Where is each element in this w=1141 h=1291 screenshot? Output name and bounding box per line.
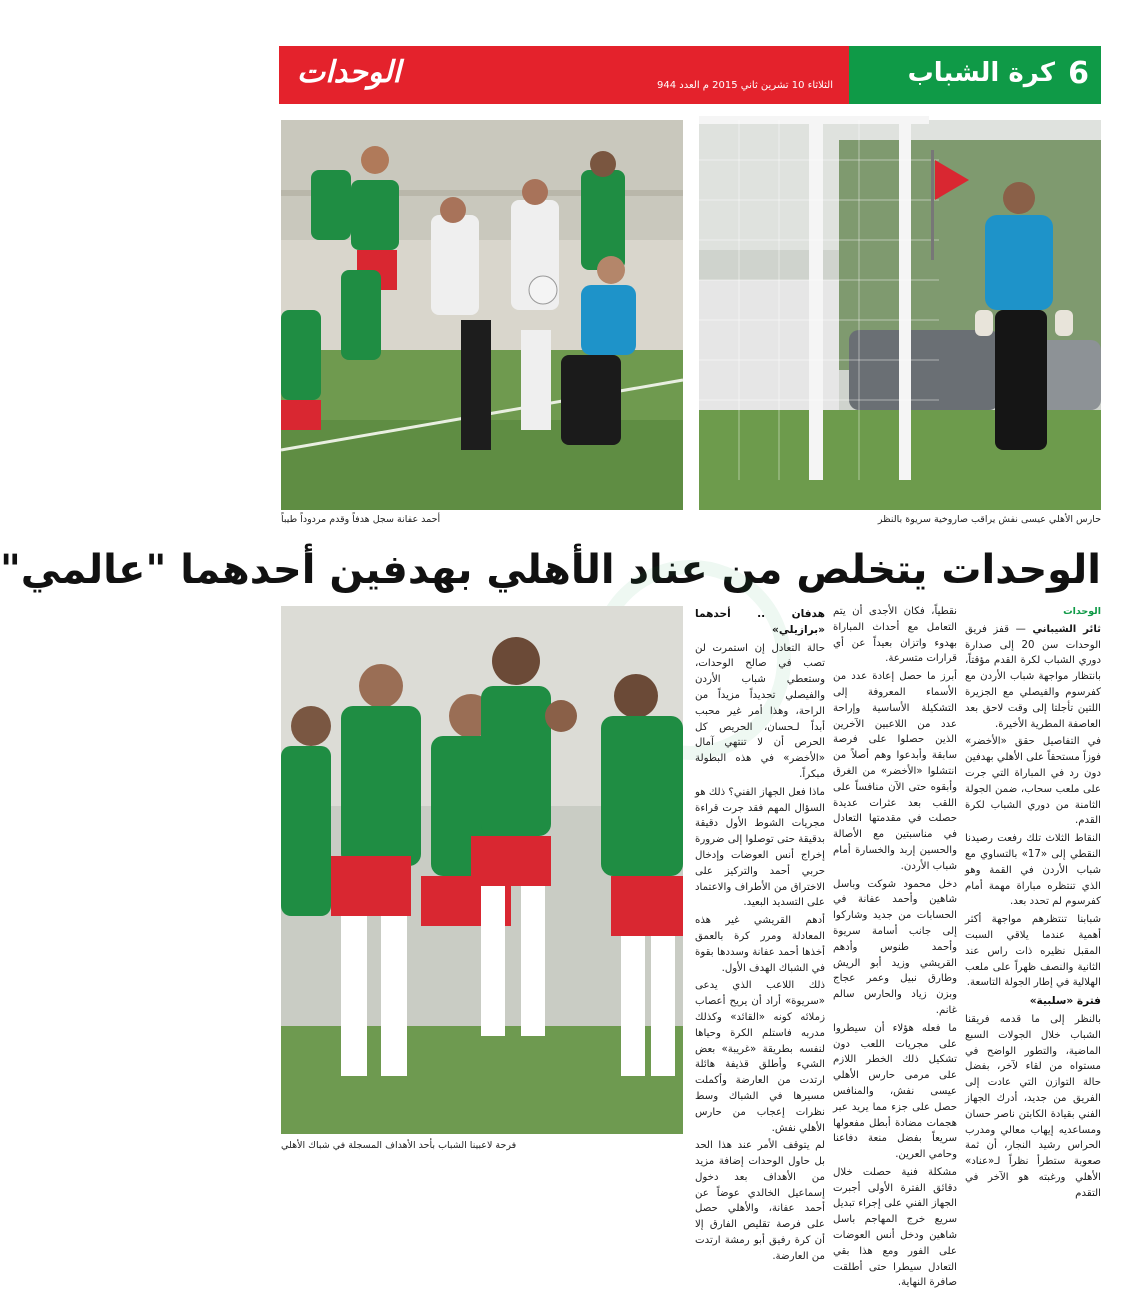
club-banner bbox=[279, 46, 849, 104]
article-paragraph: حالة التعادل إن استمرت لن تصب في صالح الوحدات، وستعطي شباب الأردن والفيصلي تحديداً مزيداً من الراحة، وهذا أمر غير محبب أبداً لـحسان، الحريص كل الحرص أن لا تنتهي آمال «الأخضر» في هذه البطولة مبكراً. bbox=[695, 642, 825, 780]
page-number: 6 bbox=[1068, 56, 1089, 91]
article-lead bbox=[965, 622, 1101, 733]
photo-goalkeeper-image bbox=[699, 120, 1101, 510]
article-paragraph: ذلك اللاعب الذي يدعى «سريوة» أراد أن يريح أعصاب زملائه كونه «القائد» وكذلك مدربه فاستلم الكرة وحياها لنفسه بطريقة «غريبة» بعض الشيء وأطلق قذيفة هائلة ارتدت من العارضة وأكملت مسيرها في الشباك وسط نظرات إعجاب من حارس الأهلي نفش. bbox=[695, 980, 825, 1134]
photo-caption-bottom: فرحة لاعبينا الشباب بأحد الأهداف المسجلة في شباك الأهلي bbox=[281, 1140, 517, 1151]
article-paragraph: أدهم القريشي غير هذه المعادلة ومرر كرة بالعمق أخذها أحمد عفانة وسددها بقوة في الشباك الهدف الأول. bbox=[695, 915, 825, 974]
section-title: كرة الشباب bbox=[907, 58, 1055, 88]
photo-caption-left: أحمد عفانة سجل هدفاً وقدم مردوداً طيباً bbox=[281, 514, 441, 525]
article-paragraph: لم يتوقف الأمر عند هذا الحد بل حاول الوحدات إضافة مزيد من الأهداف بعد دخول إسماعيل الخالدي عوضاً عن أحمد عفانة، والأهلي حصل على فرصة تقليص الفارق إلا أن كرة رفيق أبو رمشة ارتدت من العارضة. bbox=[695, 1140, 825, 1262]
article-column-3 bbox=[695, 604, 825, 1262]
article-column-1 bbox=[965, 604, 1101, 1199]
issue-date-line: الثلاثاء 10 تشرين ثاني 2015 م العدد 944 bbox=[656, 80, 833, 91]
article-kicker: الوحدات bbox=[1063, 606, 1101, 617]
photo-match-action-image bbox=[281, 120, 683, 510]
photo-celebration bbox=[281, 606, 683, 1134]
club-name-logo: الوحدات bbox=[297, 55, 401, 90]
article-subhead: هدفان .. أحدهما «برازيلي» bbox=[695, 608, 825, 636]
photo-goalkeeper bbox=[699, 120, 1101, 510]
photo-match-action bbox=[281, 120, 683, 510]
article-paragraph: مشكلة فنية حصلت خلال دقائق الفترة الأولى أجبرت الجهاز الفني على إجراء تبديل سريع خرج المهاجم باسل شاهين ودخل أنس العوضات على الفور ومع هذا بقي التعادل سيطرا حتى أطلقت صافرة النهاية. bbox=[833, 1166, 957, 1289]
article-paragraph: أبرز ما حصل إعادة عدد من الأسماء المعروفة إلى التشكيلة الأساسية وإراحة عدد من اللاعبين الآخرين الذين حصلوا على فرصة سابقة وأبدعوا وهم أصلاً من انتشلوا «الأخضر» من الغرق وأبقوه حتى الآن منافساً على اللقب بعد عثرات عديدة حصلت في مقدمتها التعادل في مناسبتين مع الأصالة والحسين إربد والخسارة أمام شباب الأردن. bbox=[833, 671, 957, 872]
article-paragraph: بالنظر إلى ما قدمه فريقنا الشباب خلال الجولات السبع الماضية، والتطور الواضح في مستواه من لقاء لآخر، بفضل حالة التوازن التي عادت إلى الفريق من جديد، أدرك الجهاز الفني بقيادة الكابتن ناصر حسان ومساعديه إيهاب معالي ومدرب الحراس رشيد النجار، أن ثمة صعوبة ستطرأ نظراً لـ«عناد» الأهلي ورغبته هو الآخر في التقدم bbox=[965, 1013, 1101, 1199]
article-paragraph: في التفاصيل حقق «الأخضر» فوزاً مستحقاً على الأهلي بهدفين دون رد في المباراة التي جرت على ملعب سحاب، ضمن الجولة الثامنة من دوري الشباب لكرة القدم. bbox=[965, 736, 1101, 827]
article-paragraph: النقاط الثلاث تلك رفعت رصيدنا النقطي إلى «17» بالتساوي مع شباب الأردن في القمة وهو الذي تنتظره مباراة مهمة أمام كفرسوم لم تحدد بعد. bbox=[965, 833, 1101, 908]
article-headline: الوحدات يتخلص من عناد الأهلي بهدفين أحدهما "عالمي" bbox=[0, 547, 1101, 593]
article-paragraph: ماذا فعل الجهاز الفني؟ ذلك هو السؤال المهم فقد جرت قراءة مجريات الشوط الأول دقيقة بدقيقة حتى توصلوا إلى ضرورة إخراج أنس العوضات وإدخال حربي أحمد والتركيز على الاختراق من الأطراف والاعتماد على التسديد البعيد. bbox=[695, 786, 825, 909]
article-paragraph: ما فعله هؤلاء أن سيطروا على مجريات اللعب دون تشكيل ذلك الخطر اللازم على مرمى حارس الأهلي عيسى نفش، والمنافس حصل على جزء مما يريد عبر هجمات مضادة أبطل مفعولها سريعاً بفضل منعة دفاعنا وحامي العرين. bbox=[833, 1022, 957, 1161]
article-subhead: فترة «سلبية» bbox=[1029, 995, 1101, 1008]
article-paragraph: دخل محمود شوكت وباسل شاهين وأحمد عفانة في الحسابات من جديد وشاركوا إلى جانب أسامة سريوة وأحمد طنوس وأدهم القريشي وزيد أبو الريش وطارق نبيل وعمر عجاج وبزن زياد والحارس سالم غانم. bbox=[833, 878, 957, 1016]
article-paragraph: شبابنا تنتظرهم مواجهة أكثر أهمية عندما يلاقي السبت المقبل نظيره ذات راس عند الثانية والنصف ظهراً على ملعب الهلالية في إطار الجولة التاسعة. bbox=[965, 914, 1101, 989]
photo-caption-right: حارس الأهلي عيسى نفش يراقب صاروخية سريوة بالنظر bbox=[877, 514, 1101, 525]
article-byline: ثائر الشيباني bbox=[1032, 623, 1101, 635]
page-header bbox=[279, 46, 1101, 104]
photo-celebration-image bbox=[281, 606, 683, 1134]
section-banner bbox=[849, 46, 1101, 104]
article-paragraph: نقطياً، فكان الأجدى أن يتم التعامل مع أحداث المباراة بهدوء واتزان بعيداً عن أي قرارات متسرعة. bbox=[833, 606, 957, 665]
article-paragraph: — قفز فريق الوحدات سن 20 إلى صدارة دوري الشباب لكرة القدم مؤقتاً، بانتظار مواجهة شباب الأردن مع كفرسوم والفيصلي مع الجزيرة اللتين تأجلتا إلى وقت لاحق بعد العاصفة المطرية الأخيرة. bbox=[965, 623, 1101, 730]
article-column-2 bbox=[833, 604, 957, 1289]
